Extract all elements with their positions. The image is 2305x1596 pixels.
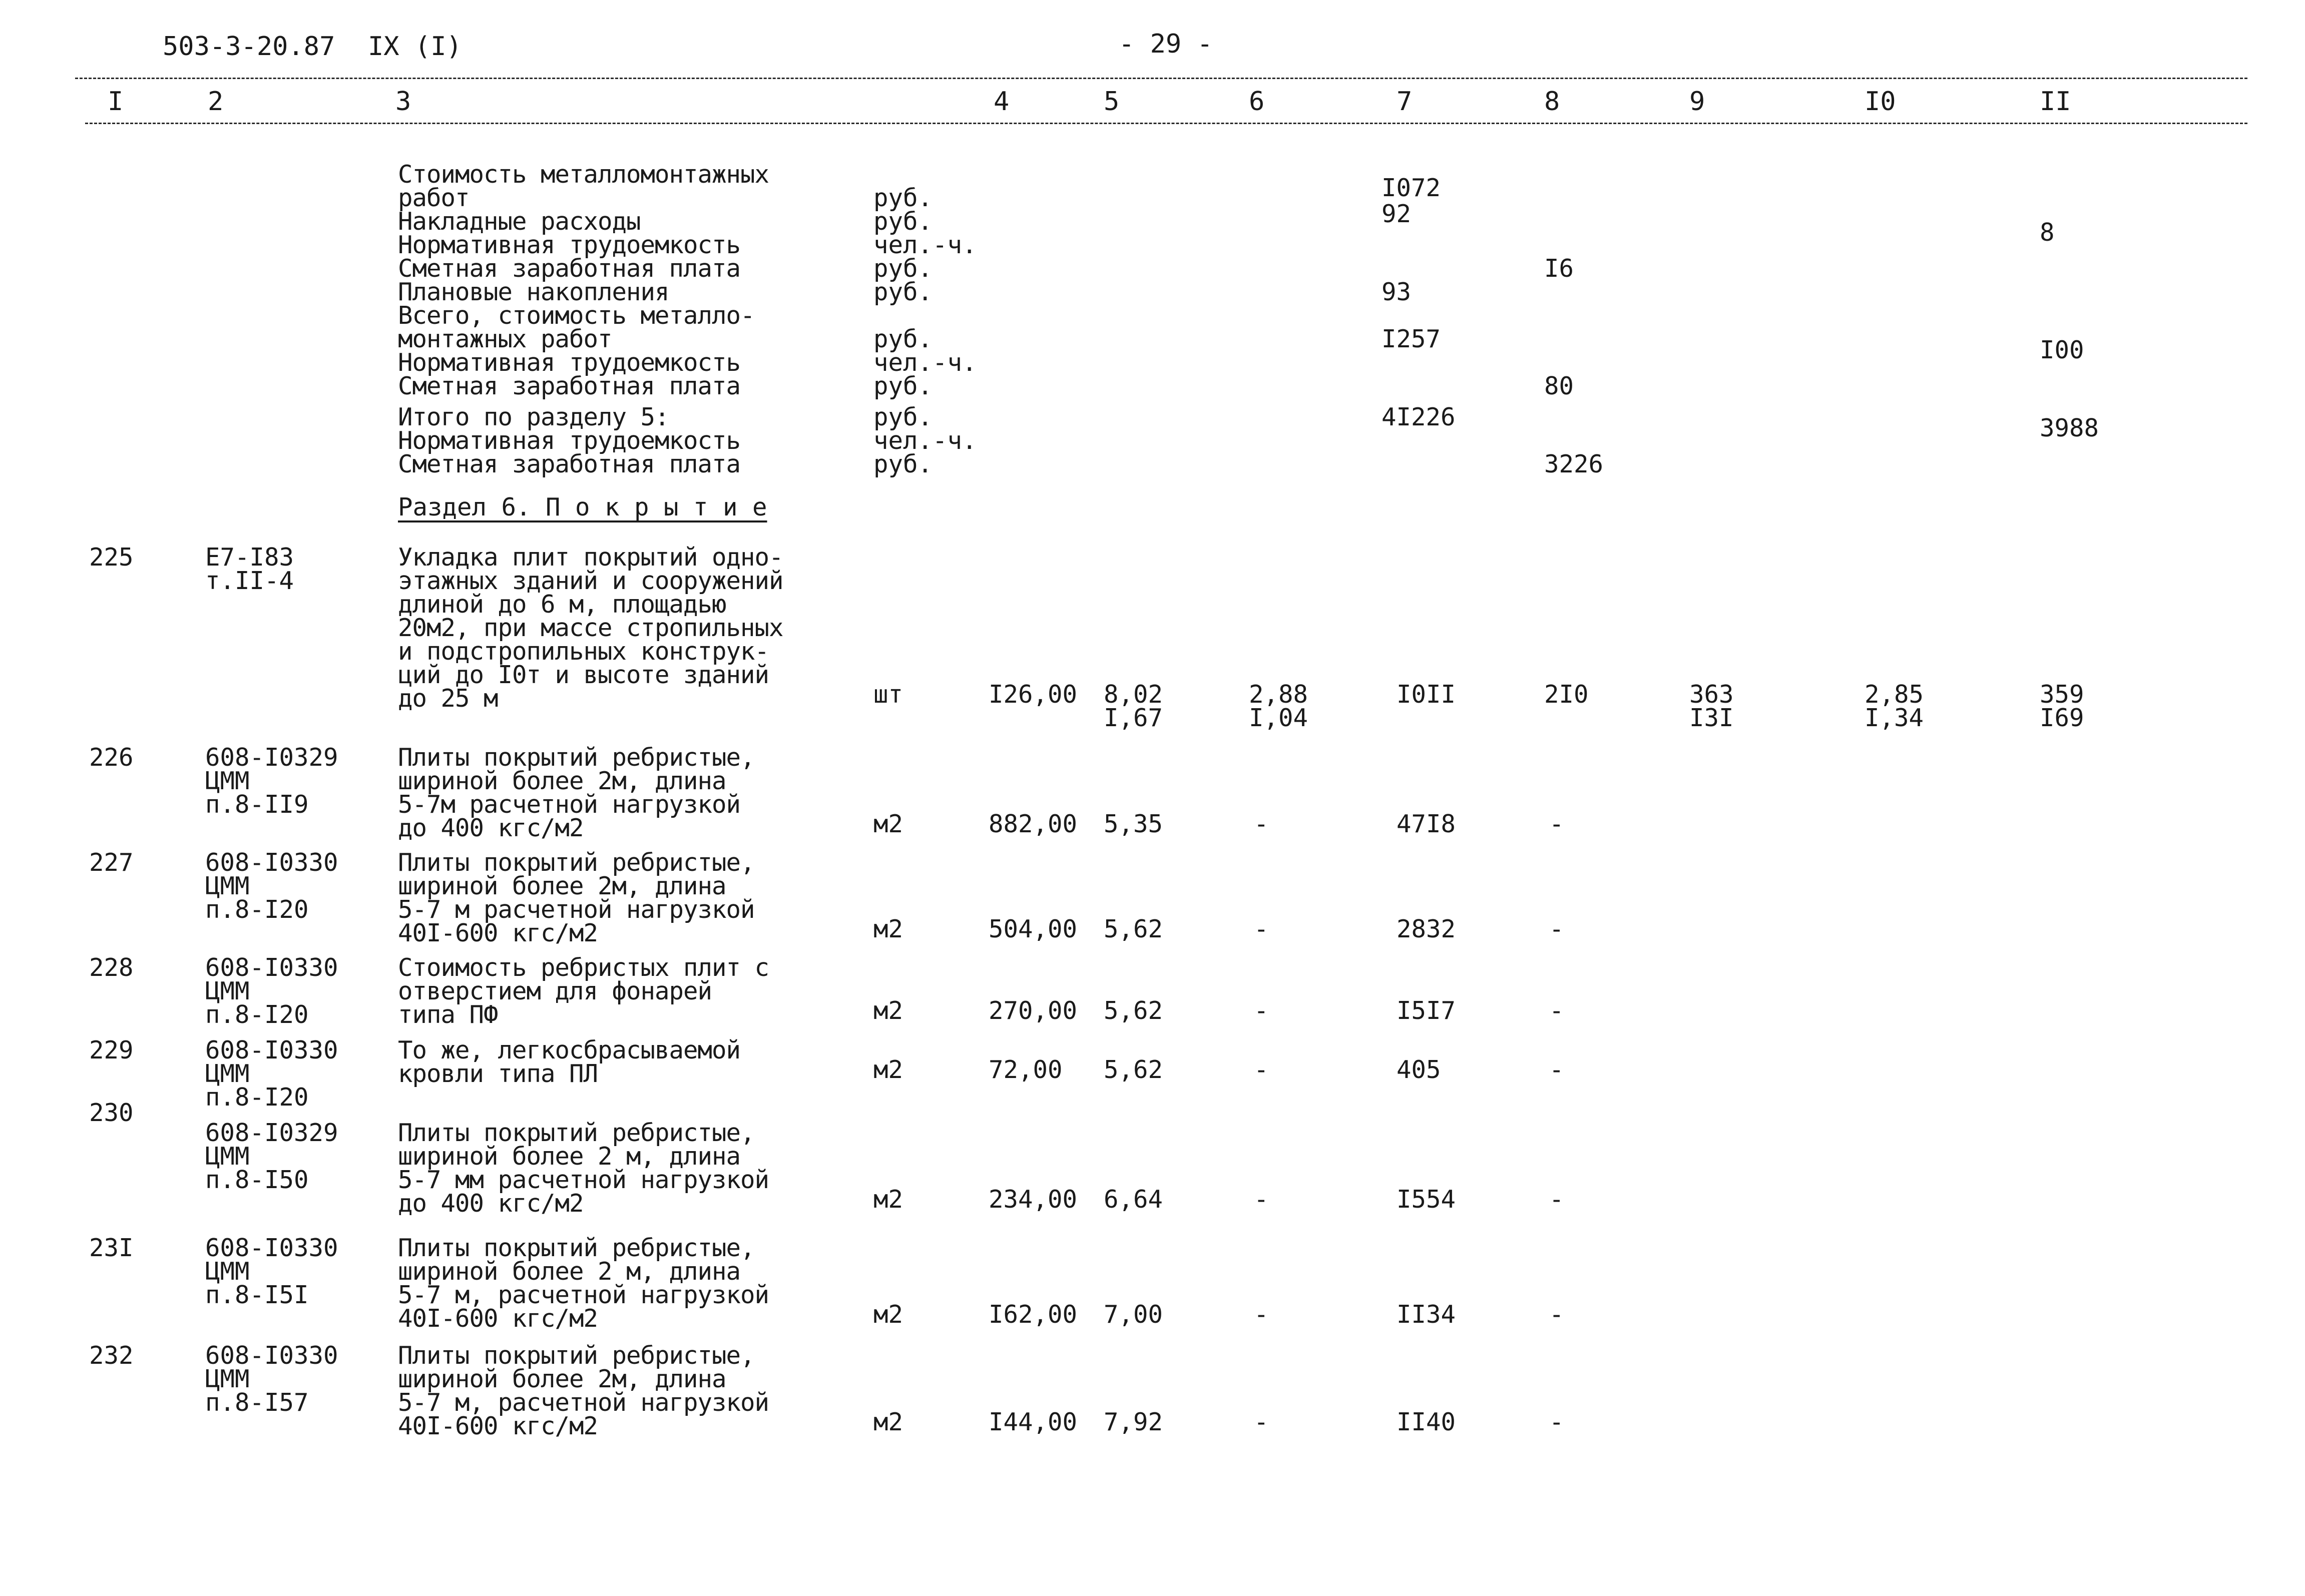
row-unit-wage: - [1254, 810, 1269, 838]
row-description: кровли типа ПЛ [398, 1059, 598, 1088]
row-code: 608-I0329 [205, 743, 338, 772]
row-description: Плиты покрытий ребристые, [398, 1234, 755, 1262]
row-code: п.8-I20 [205, 895, 309, 924]
summary-label: Накладные расходы [398, 207, 641, 236]
row-quantity: I26,00 [989, 680, 1078, 709]
column-number: 6 [1249, 87, 1265, 117]
row-code: 608-I0330 [205, 848, 338, 877]
summary-unit: чел.-ч. [873, 231, 977, 259]
column-number: I0 [1865, 87, 1896, 117]
row-description: Плиты покрытий ребристые, [398, 1341, 755, 1370]
row-description: 20м2, при массе стропильных [398, 614, 783, 642]
row-code: п.8-I50 [205, 1166, 309, 1194]
row-total-cost: I0II [1397, 680, 1456, 709]
row-unit-cost: 5,62 [1104, 1055, 1163, 1084]
summary-label: Сметная заработная плата [398, 450, 741, 478]
summary-cost: I257 [1381, 325, 1441, 353]
summary-label: Нормативная трудоемкость [398, 426, 741, 455]
row-code: 608-I0330 [205, 1234, 338, 1262]
row-unit-cost: 6,64 [1104, 1185, 1163, 1214]
summary-label: Стоимость металломонтажных [398, 160, 769, 189]
summary-label: работ [398, 184, 470, 212]
row-quantity: I44,00 [989, 1408, 1078, 1436]
row-unit-cost: 7,92 [1104, 1408, 1163, 1436]
row-code: ЦММ [205, 1257, 250, 1286]
row-unit-cost: 7,00 [1104, 1300, 1163, 1329]
row-code: п.8-I20 [205, 1083, 309, 1112]
summary-unit: руб. [873, 254, 933, 283]
row-total-cost: 2832 [1397, 915, 1456, 943]
summary-unit: руб. [873, 372, 933, 400]
row-number: 229 [89, 1036, 134, 1065]
row-unit-cost: 8,02 [1104, 680, 1163, 709]
summary-cost: 4I226 [1381, 403, 1456, 431]
row-description: отверстием для фонарей [398, 977, 712, 1005]
summary-unit: руб. [873, 278, 933, 306]
row-quantity: 504,00 [989, 915, 1078, 943]
summary-label: монтажных работ [398, 325, 612, 353]
row-total-cost: 405 [1397, 1055, 1441, 1084]
summary-labor-hours: 3988 [2040, 414, 2099, 442]
row-total-wage: - [1549, 1300, 1564, 1329]
row-labor-per-unit-sub: I,34 [1865, 704, 1924, 732]
row-description: ций до I0т и высоте зданий [398, 661, 769, 689]
row-number: 232 [89, 1341, 134, 1370]
column-number: 4 [994, 87, 1010, 117]
row-total-wage: - [1549, 1408, 1564, 1436]
header-top-rule [75, 78, 2247, 79]
row-code: п.8-I20 [205, 1000, 309, 1029]
row-description: до 400 кгс/м2 [398, 814, 584, 842]
row-code: 608-I0330 [205, 1036, 338, 1065]
summary-label: Всего, стоимость металло- [398, 301, 755, 330]
row-total-wage: - [1549, 996, 1564, 1025]
row-code: Е7-I83 [205, 543, 294, 572]
summary-wage: 3226 [1544, 450, 1604, 478]
page-number: - 29 - [1119, 29, 1213, 59]
row-description: этажных зданий и сооружений [398, 567, 783, 595]
row-unit-wage: - [1254, 996, 1269, 1025]
row-code: 608-I0330 [205, 1341, 338, 1370]
row-labor-total-sub: I69 [2040, 704, 2084, 732]
row-unit: м2 [873, 915, 903, 943]
row-total-wage: 2I0 [1544, 680, 1589, 709]
row-unit: м2 [873, 1055, 903, 1084]
row-unit-cost: 5,62 [1104, 915, 1163, 943]
row-labor-total: 359 [2040, 680, 2084, 709]
column-number: 2 [208, 87, 224, 117]
row-description: шириной более 2 м, длина [398, 1142, 741, 1171]
row-description: шириной более 2м, длина [398, 872, 726, 900]
row-code: ЦММ [205, 767, 250, 795]
row-unit-wage: - [1254, 1408, 1269, 1436]
row-quantity: I62,00 [989, 1300, 1078, 1329]
row-number: 228 [89, 953, 134, 982]
row-unit-wage: - [1254, 915, 1269, 943]
row-description: 5-7 м, расчетной нагрузкой [398, 1281, 769, 1309]
row-code: ЦММ [205, 872, 250, 900]
row-description: 5-7 мм расчетной нагрузкой [398, 1166, 769, 1194]
summary-label: Нормативная трудоемкость [398, 231, 741, 259]
row-description: 40I-600 кгс/м2 [398, 1304, 598, 1333]
document-code: 503-3-20.87 [163, 32, 335, 62]
row-unit-wage: - [1254, 1300, 1269, 1329]
row-number: 230 [89, 1099, 134, 1127]
summary-unit: чел.-ч. [873, 426, 977, 455]
summary-unit: руб. [873, 450, 933, 478]
row-unit: шт [873, 680, 903, 709]
row-total-wage: - [1549, 1185, 1564, 1214]
summary-unit: руб. [873, 325, 933, 353]
row-description: длиной до 6 м, площадью [398, 590, 726, 619]
row-total-wage: - [1549, 810, 1564, 838]
row-total-cost: II34 [1397, 1300, 1456, 1329]
row-number: 225 [89, 543, 134, 572]
row-description: 5-7 м, расчетной нагрузкой [398, 1388, 769, 1417]
row-code: ЦММ [205, 1365, 250, 1393]
column-number: I [108, 87, 124, 117]
header-bottom-rule [85, 123, 2247, 124]
row-unit: м2 [873, 1185, 903, 1214]
summary-cost: I072 [1381, 174, 1441, 202]
row-total-wage: - [1549, 915, 1564, 943]
row-total-cost: I5I7 [1397, 996, 1456, 1025]
row-description: Укладка плит покрытий одно- [398, 543, 783, 572]
row-total-cost: 47I8 [1397, 810, 1456, 838]
row-description: Стоимость ребристых плит с [398, 953, 769, 982]
row-description: 40I-600 кгс/м2 [398, 919, 598, 947]
row-quantity: 72,00 [989, 1055, 1063, 1084]
summary-unit: руб. [873, 403, 933, 431]
column-number: II [2040, 87, 2071, 117]
column-number: 9 [1689, 87, 1705, 117]
row-description: Плиты покрытий ребристые, [398, 1119, 755, 1147]
summary-unit: руб. [873, 207, 933, 236]
row-description: шириной более 2 м, длина [398, 1257, 741, 1286]
row-description: 5-7м расчетной нагрузкой [398, 790, 741, 819]
row-labor-per-unit: 2,85 [1865, 680, 1924, 709]
row-unit: м2 [873, 1408, 903, 1436]
row-code: п.8-II9 [205, 790, 309, 819]
summary-labor-hours: I00 [2040, 336, 2084, 364]
row-description: Плиты покрытий ребристые, [398, 848, 755, 877]
row-unit: м2 [873, 810, 903, 838]
row-machine-cost: 363 [1689, 680, 1734, 709]
row-code: т.II-4 [205, 567, 294, 595]
row-description: типа ПФ [398, 1000, 498, 1029]
summary-unit: руб. [873, 184, 933, 212]
column-number: 5 [1104, 87, 1120, 117]
summary-wage: I6 [1544, 254, 1574, 283]
row-code: ЦММ [205, 1059, 250, 1088]
column-number: 8 [1544, 87, 1560, 117]
row-unit-cost-sub: I,67 [1104, 704, 1163, 732]
row-description: до 25 м [398, 684, 498, 713]
row-unit-wage: - [1254, 1055, 1269, 1084]
volume-label: IX (I) [368, 32, 462, 62]
summary-cost: 92 [1381, 200, 1412, 228]
summary-label: Плановые накопления [398, 278, 669, 306]
column-number: 3 [395, 87, 411, 117]
row-quantity: 234,00 [989, 1185, 1078, 1214]
row-machine-cost-sub: I3I [1689, 704, 1734, 732]
row-unit: м2 [873, 1300, 903, 1329]
summary-label: Сметная заработная плата [398, 254, 741, 283]
row-description: шириной более 2м, длина [398, 767, 726, 795]
row-unit-cost: 5,35 [1104, 810, 1163, 838]
row-description: до 400 кгс/м2 [398, 1189, 584, 1218]
section-title: Раздел 6. П о к р ы т и е [398, 493, 767, 521]
summary-label: Сметная заработная плата [398, 372, 741, 400]
summary-wage: 80 [1544, 372, 1574, 400]
row-total-cost: II40 [1397, 1408, 1456, 1436]
row-number: 227 [89, 848, 134, 877]
row-unit-cost: 5,62 [1104, 996, 1163, 1025]
row-number: 226 [89, 743, 134, 772]
row-description: 5-7 м расчетной нагрузкой [398, 895, 755, 924]
row-description: и подстропильных конструк- [398, 637, 769, 666]
row-quantity: 270,00 [989, 996, 1078, 1025]
row-unit-wage: 2,88 [1249, 680, 1308, 709]
summary-label: Нормативная трудоемкость [398, 348, 741, 377]
row-total-cost: I554 [1397, 1185, 1456, 1214]
summary-unit: чел.-ч. [873, 348, 977, 377]
row-code: 608-I0330 [205, 953, 338, 982]
row-code: п.8-I57 [205, 1388, 309, 1417]
row-unit: м2 [873, 996, 903, 1025]
row-code: п.8-I5I [205, 1281, 309, 1309]
row-number: 23I [89, 1234, 134, 1262]
row-total-wage: - [1549, 1055, 1564, 1084]
row-unit-wage-sub: I,04 [1249, 704, 1308, 732]
row-description: Плиты покрытий ребристые, [398, 743, 755, 772]
row-description: То же, легкосбрасываемой [398, 1036, 741, 1065]
row-description: шириной более 2м, длина [398, 1365, 726, 1393]
column-number: 7 [1397, 87, 1413, 117]
row-code: ЦММ [205, 1142, 250, 1171]
summary-label: Итого по разделу 5: [398, 403, 669, 431]
row-unit-wage: - [1254, 1185, 1269, 1214]
summary-labor-hours: 8 [2040, 218, 2055, 247]
row-quantity: 882,00 [989, 810, 1078, 838]
row-code: 608-I0329 [205, 1119, 338, 1147]
row-description: 40I-600 кгс/м2 [398, 1412, 598, 1440]
summary-cost: 93 [1381, 278, 1412, 306]
row-code: ЦММ [205, 977, 250, 1005]
